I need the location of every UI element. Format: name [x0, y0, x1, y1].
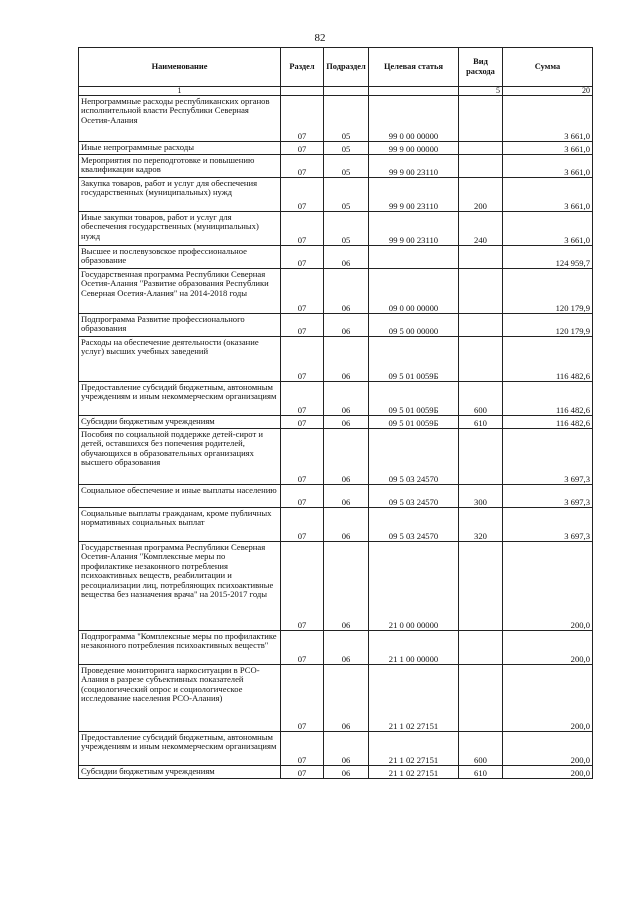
row-name: Непрограммные расходы республиканских органов исполнительной власти Республики Северная Осетия-Алания	[79, 96, 281, 142]
row-statya: 21 1 02 27151	[369, 766, 459, 779]
row-vid: 600	[459, 382, 503, 416]
row-statya: 99 9 00 23110	[369, 155, 459, 178]
table-header	[79, 48, 593, 87]
row-statya: 21 0 00 00000	[369, 542, 459, 631]
row-name: Иные закупки товаров, работ и услуг для обеспечения государственных (муниципальных) нужд	[79, 212, 281, 246]
row-podrazdel: 06	[324, 337, 369, 382]
row-vid	[459, 155, 503, 178]
row-summa: 3 697,3	[503, 429, 593, 485]
row-statya: 09 0 00 00000	[369, 269, 459, 314]
header-razdel: Раздел	[281, 48, 324, 87]
table-row	[79, 337, 593, 382]
row-podrazdel: 06	[324, 732, 369, 766]
row-name: Проведение мониторинга наркоситуации в РСО-Алания в разрезе субъективных показателей (социологический опрос и социологическое исследование населения РСО-Алания)	[79, 665, 281, 732]
row-name: Субсидии бюджетным учреждениям	[79, 416, 281, 429]
row-summa: 3 697,3	[503, 485, 593, 508]
row-statya: 21 1 02 27151	[369, 732, 459, 766]
row-name: Расходы на обеспечение деятельности (оказание услуг) высших учебных заведений	[79, 337, 281, 382]
row-vid: 300	[459, 485, 503, 508]
row-vid: 320	[459, 508, 503, 542]
row-podrazdel: 05	[324, 178, 369, 212]
row-razdel: 07	[281, 429, 324, 485]
table-body	[79, 87, 593, 779]
row-razdel: 07	[281, 337, 324, 382]
row-name: Иные непрограммные расходы	[79, 142, 281, 155]
row-podrazdel: 05	[324, 212, 369, 246]
row-podrazdel: 05	[324, 96, 369, 142]
row-name: Социальные выплаты гражданам, кроме публичных нормативных социальных выплат	[79, 508, 281, 542]
column-number	[281, 87, 324, 96]
row-statya: 99 9 00 23110	[369, 212, 459, 246]
table-row	[79, 631, 593, 665]
table-row	[79, 665, 593, 732]
column-number-row	[79, 87, 593, 96]
row-podrazdel: 06	[324, 429, 369, 485]
row-name: Предоставление субсидий бюджетным, автономным учреждениям и иным некоммерческим организациям	[79, 732, 281, 766]
row-summa: 3 661,0	[503, 212, 593, 246]
row-summa: 120 179,9	[503, 269, 593, 314]
row-statya	[369, 246, 459, 269]
row-statya: 09 5 01 0059Б	[369, 416, 459, 429]
row-summa: 200,0	[503, 631, 593, 665]
row-summa: 200,0	[503, 542, 593, 631]
row-name: Субсидии бюджетным учреждениям	[79, 766, 281, 779]
row-razdel: 07	[281, 665, 324, 732]
column-number: 20	[503, 87, 593, 96]
row-razdel: 07	[281, 246, 324, 269]
row-vid	[459, 542, 503, 631]
row-razdel: 07	[281, 142, 324, 155]
budget-table	[78, 47, 593, 779]
table-row	[79, 429, 593, 485]
row-name: Пособия по социальной поддержке детей-сирот и детей, оставшихся без попечения родителей, обучающихся в образовательных организациях высшего образования	[79, 429, 281, 485]
table-row	[79, 178, 593, 212]
row-podrazdel: 06	[324, 485, 369, 508]
table-row	[79, 416, 593, 429]
row-podrazdel: 06	[324, 269, 369, 314]
row-vid	[459, 246, 503, 269]
row-name: Государственная программа Республики Северная Осетия-Алания "Развитие образования Республики Северная Осетия-Алания" на 2014-2018 годы	[79, 269, 281, 314]
table-row	[79, 732, 593, 766]
table-row	[79, 155, 593, 178]
row-vid: 200	[459, 178, 503, 212]
row-summa: 200,0	[503, 732, 593, 766]
row-vid: 240	[459, 212, 503, 246]
row-summa: 3 661,0	[503, 142, 593, 155]
row-vid	[459, 96, 503, 142]
row-podrazdel: 05	[324, 142, 369, 155]
row-vid: 610	[459, 416, 503, 429]
row-statya: 09 5 03 24570	[369, 508, 459, 542]
column-number: 1	[79, 87, 281, 96]
header-statya: Целевая статья	[369, 48, 459, 87]
row-razdel: 07	[281, 269, 324, 314]
row-podrazdel: 06	[324, 314, 369, 337]
header-vid: Вид расхода	[459, 48, 503, 87]
row-razdel: 07	[281, 416, 324, 429]
row-razdel: 07	[281, 766, 324, 779]
table-row	[79, 246, 593, 269]
row-name: Подпрограмма Развитие профессионального образования	[79, 314, 281, 337]
row-statya: 99 0 00 00000	[369, 96, 459, 142]
row-name: Подпрограмма "Комплексные меры по профилактике незаконного потребления психоактивных веществ"	[79, 631, 281, 665]
row-summa: 3 661,0	[503, 96, 593, 142]
row-summa: 116 482,6	[503, 382, 593, 416]
row-statya: 99 9 00 00000	[369, 142, 459, 155]
row-summa: 3 661,0	[503, 178, 593, 212]
row-razdel: 07	[281, 631, 324, 665]
column-number	[324, 87, 369, 96]
row-vid	[459, 269, 503, 314]
row-vid: 610	[459, 766, 503, 779]
table-row	[79, 485, 593, 508]
row-podrazdel: 06	[324, 631, 369, 665]
header-name: Наименование	[79, 48, 281, 87]
row-podrazdel: 06	[324, 246, 369, 269]
row-name: Мероприятия по переподготовке и повышению квалификации кадров	[79, 155, 281, 178]
row-name: Предоставление субсидий бюджетным, автономным учреждениям и иным некоммерческим организациям	[79, 382, 281, 416]
row-statya: 09 5 03 24570	[369, 429, 459, 485]
row-razdel: 07	[281, 212, 324, 246]
row-podrazdel: 06	[324, 416, 369, 429]
row-summa: 120 179,9	[503, 314, 593, 337]
row-razdel: 07	[281, 732, 324, 766]
row-statya: 21 1 00 00000	[369, 631, 459, 665]
row-summa: 3 697,3	[503, 508, 593, 542]
row-summa: 200,0	[503, 665, 593, 732]
row-summa: 3 661,0	[503, 155, 593, 178]
row-statya: 09 5 00 00000	[369, 314, 459, 337]
page-number: 82	[314, 32, 326, 44]
row-razdel: 07	[281, 382, 324, 416]
row-name: Государственная программа Республики Северная Осетия-Алания "Комплексные меры по профилактике незаконного потребления психоактивных веществ, реабилитации и ресоциализации лиц, потребляющих психоактивные вещества без назначения врача" на 2015-2017 годы	[79, 542, 281, 631]
row-vid: 600	[459, 732, 503, 766]
column-number	[369, 87, 459, 96]
table-row	[79, 212, 593, 246]
row-vid	[459, 314, 503, 337]
row-vid	[459, 337, 503, 382]
row-name: Высшее и послевузовское профессиональное образование	[79, 246, 281, 269]
row-podrazdel: 06	[324, 665, 369, 732]
row-vid	[459, 429, 503, 485]
header-podrazdel: Подраздел	[324, 48, 369, 87]
row-podrazdel: 06	[324, 382, 369, 416]
table-row	[79, 142, 593, 155]
row-razdel: 07	[281, 178, 324, 212]
row-name: Социальное обеспечение и иные выплаты населению	[79, 485, 281, 508]
row-statya: 99 9 00 23110	[369, 178, 459, 212]
table-row	[79, 382, 593, 416]
row-summa: 116 482,6	[503, 337, 593, 382]
row-name: Закупка товаров, работ и услуг для обеспечения государственных (муниципальных) нужд	[79, 178, 281, 212]
column-number: 5	[459, 87, 503, 96]
table-row	[79, 269, 593, 314]
row-summa: 124 959,7	[503, 246, 593, 269]
row-statya: 09 5 01 0059Б	[369, 382, 459, 416]
table-row	[79, 766, 593, 779]
header-summa: Сумма	[503, 48, 593, 87]
row-statya: 09 5 03 24570	[369, 485, 459, 508]
row-razdel: 07	[281, 314, 324, 337]
table-row	[79, 314, 593, 337]
row-podrazdel: 06	[324, 508, 369, 542]
row-vid	[459, 142, 503, 155]
row-razdel: 07	[281, 96, 324, 142]
table-row	[79, 542, 593, 631]
row-razdel: 07	[281, 485, 324, 508]
table-row	[79, 96, 593, 142]
table-row	[79, 508, 593, 542]
row-razdel: 07	[281, 542, 324, 631]
row-podrazdel: 06	[324, 766, 369, 779]
row-podrazdel: 05	[324, 155, 369, 178]
row-razdel: 07	[281, 508, 324, 542]
row-statya: 21 1 02 27151	[369, 665, 459, 732]
row-summa: 200,0	[503, 766, 593, 779]
row-statya: 09 5 01 0059Б	[369, 337, 459, 382]
row-summa: 116 482,6	[503, 416, 593, 429]
row-vid	[459, 631, 503, 665]
row-razdel: 07	[281, 155, 324, 178]
row-vid	[459, 665, 503, 732]
row-podrazdel: 06	[324, 542, 369, 631]
